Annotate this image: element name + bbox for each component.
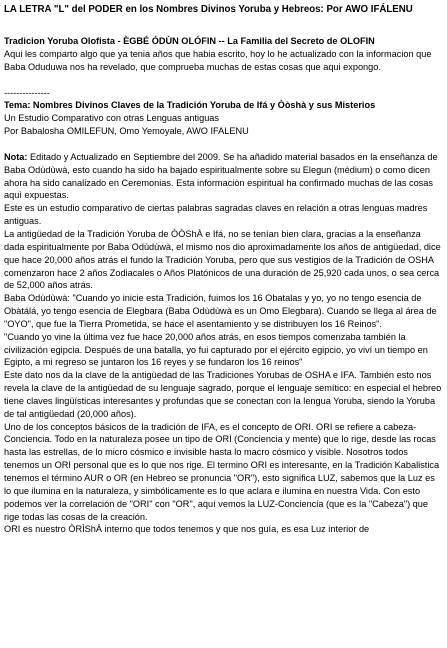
theme-author: Por Babalosha OMILEFUN, Omo Yemoyale, AWO IFALENU: [4, 126, 249, 137]
body-paragraph: La antigüedad de la Tradición Yoruba de ÒÒShÀ e Ifá, no se tenían bien clara, gracias a la enseñanza dada espiritualmente por Baba Odùdùwà, el mismo nos dio aproximadamente los años de antigüedad, dice que hace 20,000 años atrás el fundo la Tradición Yoruba, pero que sus vestigios de la Tradición de OSHA comenzaron hace 2 años Zodiacales o Años Platónicos de una duración de 25,920 cada unos, o sea cerca de 52,000 años atrás.: [4, 228, 441, 291]
theme-subtitle: Un Estudio Comparativo con otras Lenguas antiguas: [4, 113, 220, 124]
separator-line: ---------------: [4, 87, 50, 98]
note-paragraph: [4, 151, 443, 202]
body-paragraph: Este es un estudio comparativo de ciertas palabras sagradas claves en relación a otras lenguas madres antiguas.: [4, 203, 428, 227]
body-paragraph: "Cuando yo vine la última vez fue hace 20,000 años atrás, en esos tiempos comenzaba también la civilización egipcia. Después de una batalla, yo fui capturado por el ejército egipcio, yo viví un tiempo en Egipto, a mi regreso se juntaron los 16 reyes y se fundaron los 16 reinos": [4, 331, 428, 368]
intro-heading: Tradicion Yoruba Olofista - ÈGBÉ ÓDÙN OLÓFIN -- La Familia del Secreto de OLOFIN: [4, 36, 375, 46]
body-paragraph: Baba Odùdùwà: "Cuando yo inicie esta Tradición, fuimos los 16 Obatalas y yo, yo no tengo esencia de Obàtálá, yo tengo esencia de Elegbara (Baba Odùdùwà es un Omo Elegbara). Cuando se llega al área de "OYO", que fue la Tierra Prometida, se hace el asentamiento y se distribuyen los 16 Reinos".: [4, 293, 437, 329]
body-paragraph: ORI es nuestro ÒRÌShÀ interno que todos tenemos y que nos guía, es esa Luz interior de: [4, 524, 370, 535]
theme-heading: Tema: Nombres Divinos Claves de la Tradición Yoruba de Ifá y Òòshà y sus Misterios: [4, 100, 376, 111]
spacer: [4, 74, 443, 87]
body-paragraph: Este dato nos da la clave de la antigüedad de las Tradiciones Yorubas de OSHA e IFA. También esto nos revela la clave de la antigüedad de su lenguaje sagrado, porque el lenguaje semítico: en especial el hebreo tiene claves lingüísticas interesantes y profundas que se conectan con la lengua Yoruba, siendo la Yoruba de tal antigüedad (20,000 años).: [4, 370, 442, 419]
note-text: Editado y Actualizado en Septiembre del 2009. Se ha añadido material basados en la enseñanza de Baba Odùdùwà, esto cuando ha sido ha bajado espiritualmente sobre su Elegun (médium) o como dicen ahora ha sido canalizado en Ceremonias. Esta informaciòn espiritual ha confirmado muchas de las cosas aquì expuestas.: [4, 151, 438, 201]
spacer: [4, 138, 443, 151]
intro-paragraph: Aqui les comparto algo que ya tenia años que habia escrito, hoy lo he actualizado con la informacion que Baba Oduduwa nos ha revelado, que comprueba muchas de estas cosas que aqui expongo.: [4, 49, 432, 72]
page-title: LA LETRA "L" del PODER en los Nombres Divinos Yoruba y Hebreos: Por AWO IFÁLENU: [4, 4, 413, 15]
body-paragraph: Uno de los conceptos básicos de la tradición de IFA, es el concepto de ORI. ORI se refiere a cabeza-Conciencia. Todo en la naturaleza posee un tipo de ORI (Conciencia y mente) que lo rige, desde las rocas hasta las estrellas, de lo micro cósmico e invisible hasta lo macro cósmico y visible. Nosotros todos tenemos un ORI personal que es lo que nos rige. El termino ORI es interesante, en la Tradición Kabalistica tenemos el término AUR o OR (en Hebreo se pronuncia "OR"), esto significa LUZ, sabemos que la Luz es lo que ilumina en la naturaleza, y simbólicamente es lo que aclara e ilumina en nuestra Vida. Con esto podemos ver la correlación de "ORI" con "OR", aquí vemos la LUZ-Conciencia (que es la "Cabeza") que rige todas las cosas de la creación.: [4, 421, 440, 522]
note-label: Nota:: [4, 151, 28, 162]
